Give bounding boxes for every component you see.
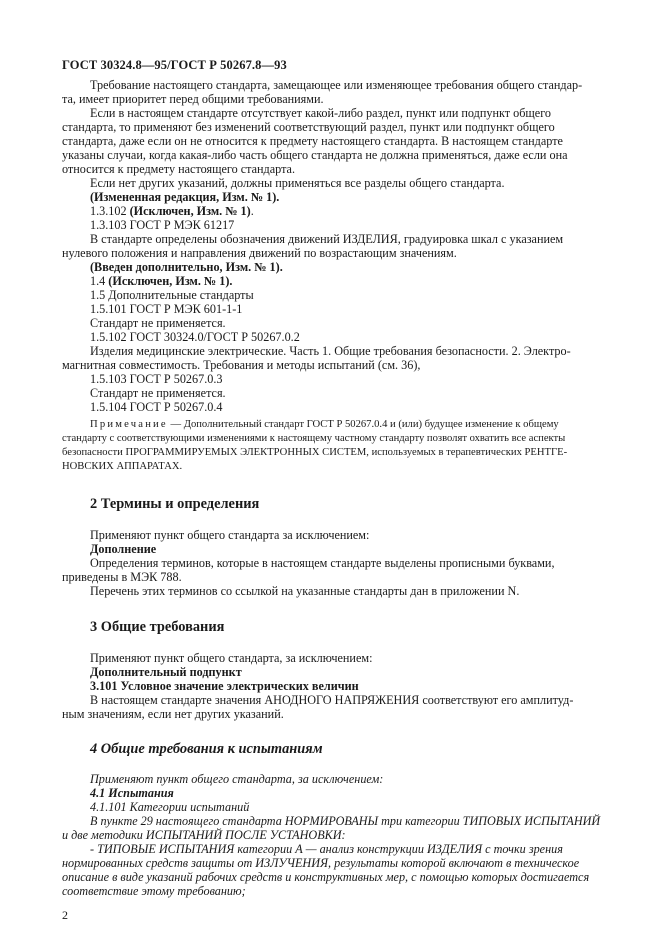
text-line: В стандарте определены обозначения движений ИЗДЕЛИЯ, градуировка шкал с указанием: [90, 232, 564, 246]
note-line: НОВСКИХ АППАРАТАХ.: [62, 461, 183, 472]
text-line: описание в виде указаний рабочих средств и конструктивных мер, с помощью которых достигается: [62, 870, 590, 884]
clause-1-5-104: 1.5.104 ГОСТ Р 50267.0.4: [90, 400, 223, 414]
section-2-heading: 2 Термины и определения: [90, 496, 260, 512]
revision-note: (Введен дополнительно, Изм. № 1).: [90, 260, 283, 274]
revision-note: (Исключен, Изм. № 1).: [108, 274, 233, 288]
text-line: Применяют пункт общего стандарта, за исключением:: [90, 772, 384, 786]
clause-1-4: [90, 274, 232, 288]
clause-1-3-102: 1.3.102 (Исключен, Изм. № 1).: [90, 204, 254, 218]
text-line: относится к предмету настоящего стандарта.: [62, 162, 296, 176]
section-4-heading: 4 Общие требования к испытаниям: [90, 741, 323, 757]
text-line: В настоящем стандарте значения АНОДНОГО НАПРЯЖЕНИЯ соответствуют его амплитуд-: [90, 693, 574, 707]
note-text: — Дополнительный стандарт ГОСТ Р 50267.0.4 и (или) будущее изменение к общему: [170, 419, 559, 430]
text-line: магнитная совместимость. Требования и методы испытаний (см. 36),: [62, 358, 421, 372]
clause-1-5-103: 1.5.103 ГОСТ Р 50267.0.3: [90, 372, 223, 386]
text-line: В пункте 29 настоящего стандарта НОРМИРОВАНЫ три категории ТИПОВЫХ ИСПЫТАНИЙ: [90, 814, 601, 828]
text-line: Стандарт не применяется.: [90, 316, 226, 330]
text-line: Перечень этих терминов со ссылкой на указанные стандарты дан в приложении N.: [90, 584, 520, 598]
revision-note: (Измененная редакция, Изм. № 1).: [90, 190, 280, 204]
clause-1-5: 1.5 Дополнительные стандарты: [90, 288, 254, 302]
note-line: безопасности ПРОГРАММИРУЕМЫХ ЭЛЕКТРОННЫХ СИСТЕМ, используемых в терапевтических РЕНТГЕ-: [62, 447, 568, 458]
text-line: Если в настоящем стандарте отсутствует какой-либо раздел, пункт или подпункт общего: [90, 106, 551, 120]
text-line: приведены в МЭК 788.: [62, 570, 182, 584]
text-line: соответствие этому требованию;: [62, 884, 246, 898]
text-line: стандарта, то применяют без изменений соответствующий раздел, пункт или подпункт общего: [62, 120, 555, 134]
clause-1-3-103: 1.3.103 ГОСТ Р МЭК 61217: [90, 218, 235, 232]
text-line: Требование настоящего стандарта, замещающее или изменяющее требования общего стандар-: [90, 78, 583, 92]
subheading: Дополнение: [90, 542, 157, 556]
text-line: ным значениям, если нет других указаний.: [62, 707, 284, 721]
section-3-heading: 3 Общие требования: [90, 619, 225, 635]
text-line: та, имеет приоритет перед общими требованиями.: [62, 92, 324, 106]
text-line: стандарта, даже если он не относится к предмету настоящего стандарта. В настоящем стандарте: [62, 134, 563, 148]
note-label: Примечание: [90, 419, 168, 430]
clause-number: 1.4: [90, 274, 106, 288]
text-line: Если нет других указаний, должны применяться все разделы общего стандарта.: [90, 176, 505, 190]
text-line: - ТИПОВЫЕ ИСПЫТАНИЯ категории А — анализ конструкции ИЗДЕЛИЯ с точки зрения: [90, 842, 563, 856]
clause-1-5-101: 1.5.101 ГОСТ Р МЭК 601-1-1: [90, 302, 243, 316]
clause-number: 1.3.102: [90, 204, 127, 218]
subheading: 3.101 Условное значение электрических величин: [90, 679, 359, 693]
text-line: Применяют пункт общего стандарта за исключением:: [90, 528, 370, 542]
revision-note: (Исключен, Изм. № 1): [129, 204, 251, 218]
text-line: нулевого положения и направления движений по возрастающим значениям.: [62, 246, 457, 260]
text-line: Применяют пункт общего стандарта, за исключением:: [90, 651, 373, 665]
page-number: 2: [62, 908, 68, 922]
note-line: [90, 418, 559, 432]
subheading: 4.1.101 Категории испытаний: [90, 800, 250, 814]
text-line: нормированных средств защиты от ИЗЛУЧЕНИЯ, результаты которой включают в техническое: [62, 856, 580, 870]
clause-1-5-102: 1.5.102 ГОСТ 30324.0/ГОСТ Р 50267.0.2: [90, 330, 300, 344]
page-header: ГОСТ 30324.8—95/ГОСТ Р 50267.8—93: [62, 58, 287, 72]
text-line: и две методики ИСПЫТАНИЙ ПОСЛЕ УСТАНОВКИ:: [62, 828, 346, 842]
note-line: стандарту с соответствующими изменениями к настоящему частному стандарту позволят охватить все аспекты: [62, 433, 566, 444]
text-line: Стандарт не применяется.: [90, 386, 226, 400]
text-line: указаны случаи, когда какая-либо часть общего стандарта не должна применяться, даже если она: [62, 148, 568, 162]
subheading: Дополнительный подпункт: [90, 665, 242, 679]
text-line: Определения терминов, которые в настоящем стандарте выделены прописными буквами,: [90, 556, 555, 570]
text-line: Изделия медицинские электрические. Часть 1. Общие требования безопасности. 2. Электро-: [90, 344, 571, 358]
subheading: 4.1 Испытания: [90, 786, 174, 800]
